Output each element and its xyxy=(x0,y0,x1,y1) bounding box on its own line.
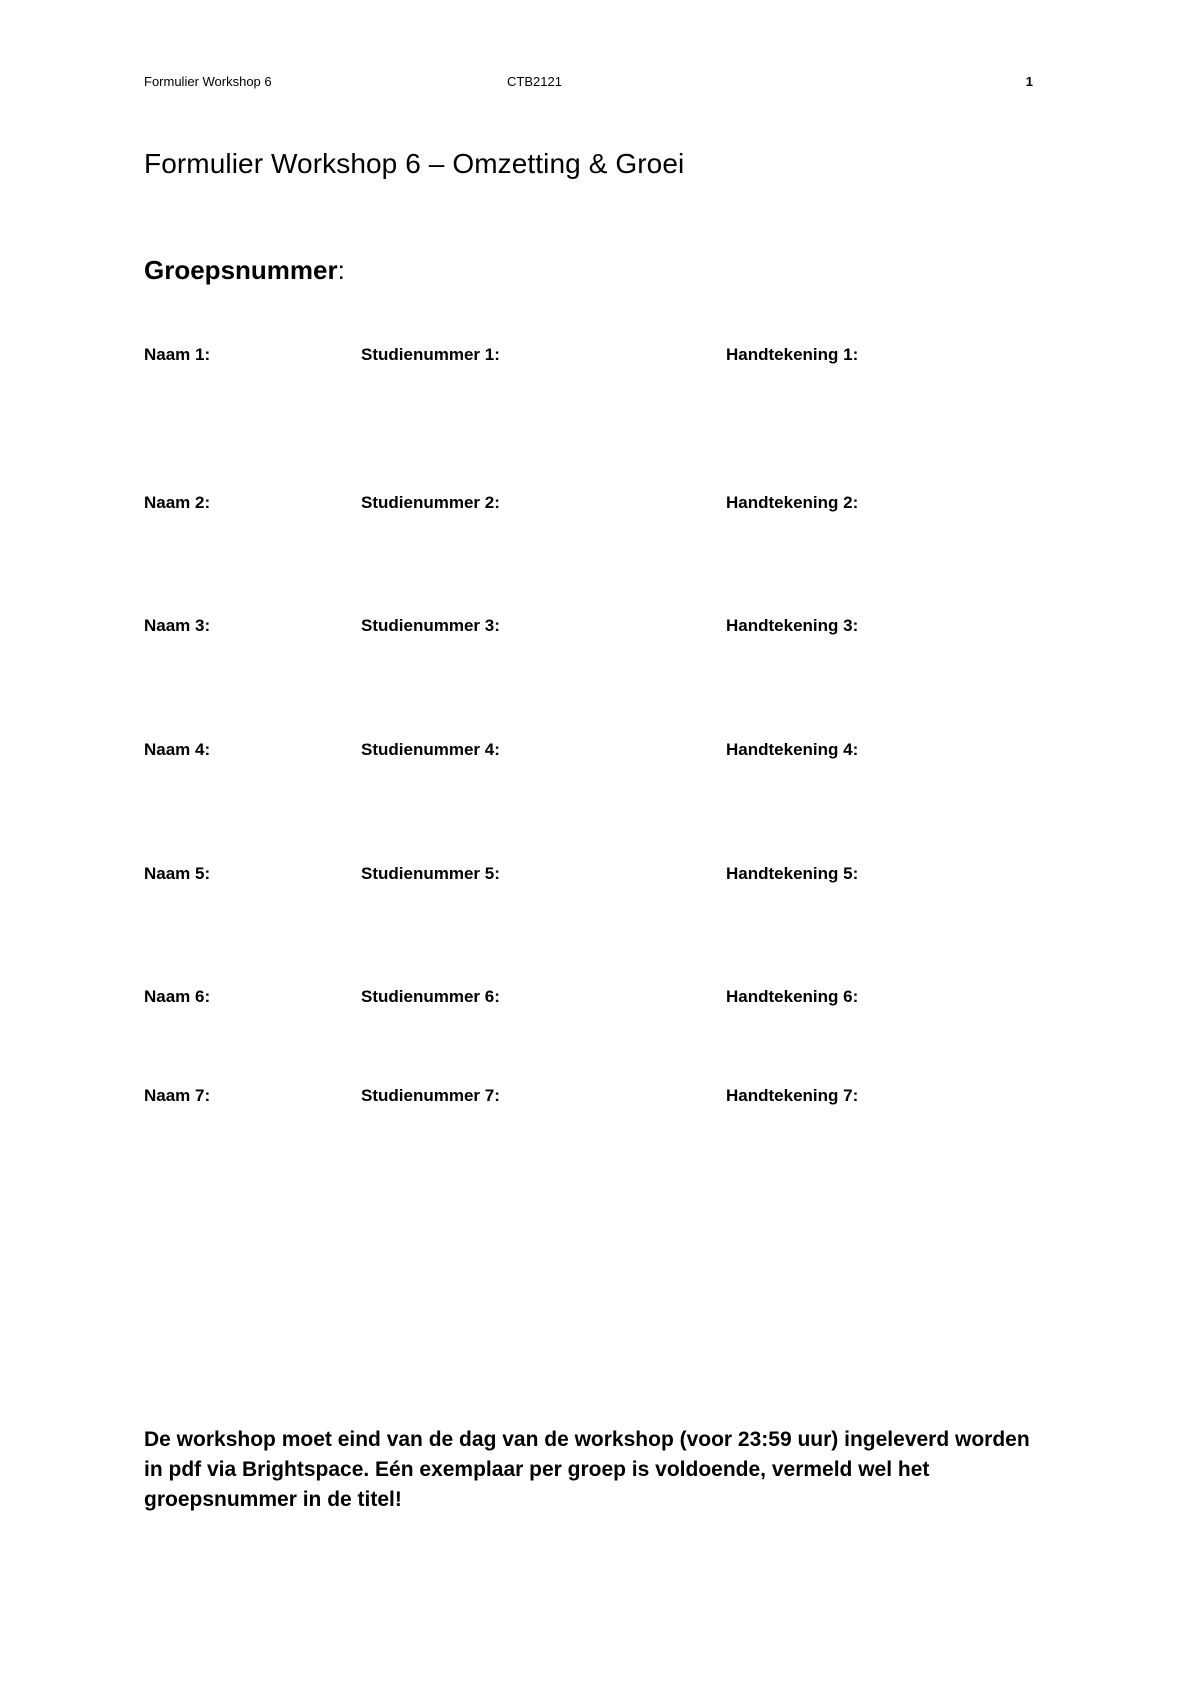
name-label: Naam 4: xyxy=(144,740,211,759)
member-row-1 xyxy=(144,345,1033,367)
signature-label: Handtekening 1: xyxy=(726,345,859,364)
header-page-number: 1 xyxy=(1025,74,1033,89)
member-row-2 xyxy=(144,493,1033,515)
student-number-label: Studienummer 2: xyxy=(361,493,500,512)
signature-label: Handtekening 2: xyxy=(726,493,859,512)
student-number-label: Studienummer 5: xyxy=(361,864,500,883)
member-row-5 xyxy=(144,864,1033,886)
name-label: Naam 7: xyxy=(144,1086,211,1105)
signature-label: Handtekening 6: xyxy=(726,987,859,1006)
signature-label: Handtekening 4: xyxy=(726,740,859,759)
group-number-label: Groepsnummer xyxy=(144,255,338,285)
member-row-4 xyxy=(144,740,1033,762)
name-label: Naam 5: xyxy=(144,864,211,883)
document-title: Formulier Workshop 6 – Omzetting & Groei xyxy=(144,148,685,179)
header-course-code: CTB2121 xyxy=(507,74,562,89)
header-document-name: Formulier Workshop 6 xyxy=(144,74,272,89)
group-number-heading xyxy=(144,255,345,286)
group-number-colon: : xyxy=(337,255,345,285)
name-label: Naam 3: xyxy=(144,616,211,635)
student-number-label: Studienummer 1: xyxy=(361,345,500,364)
student-number-label: Studienummer 3: xyxy=(361,616,500,635)
name-label: Naam 1: xyxy=(144,345,211,364)
member-row-6 xyxy=(144,987,1033,1009)
member-row-7 xyxy=(144,1086,1033,1108)
submission-instructions: De workshop moet eind van de dag van de workshop (voor 23:59 uur) ingeleverd worden in pdf via Brightspace. Eén exemplaar per groep is voldoende, vermeld wel het groepsnummer in de titel! xyxy=(144,1428,1030,1511)
name-label: Naam 6: xyxy=(144,987,211,1006)
member-row-3 xyxy=(144,616,1033,638)
signature-label: Handtekening 5: xyxy=(726,864,859,883)
running-header xyxy=(144,74,1033,92)
signature-label: Handtekening 3: xyxy=(726,616,859,635)
student-number-label: Studienummer 6: xyxy=(361,987,500,1006)
student-number-label: Studienummer 4: xyxy=(361,740,500,759)
signature-label: Handtekening 7: xyxy=(726,1086,859,1105)
name-label: Naam 2: xyxy=(144,493,211,512)
student-number-label: Studienummer 7: xyxy=(361,1086,500,1105)
